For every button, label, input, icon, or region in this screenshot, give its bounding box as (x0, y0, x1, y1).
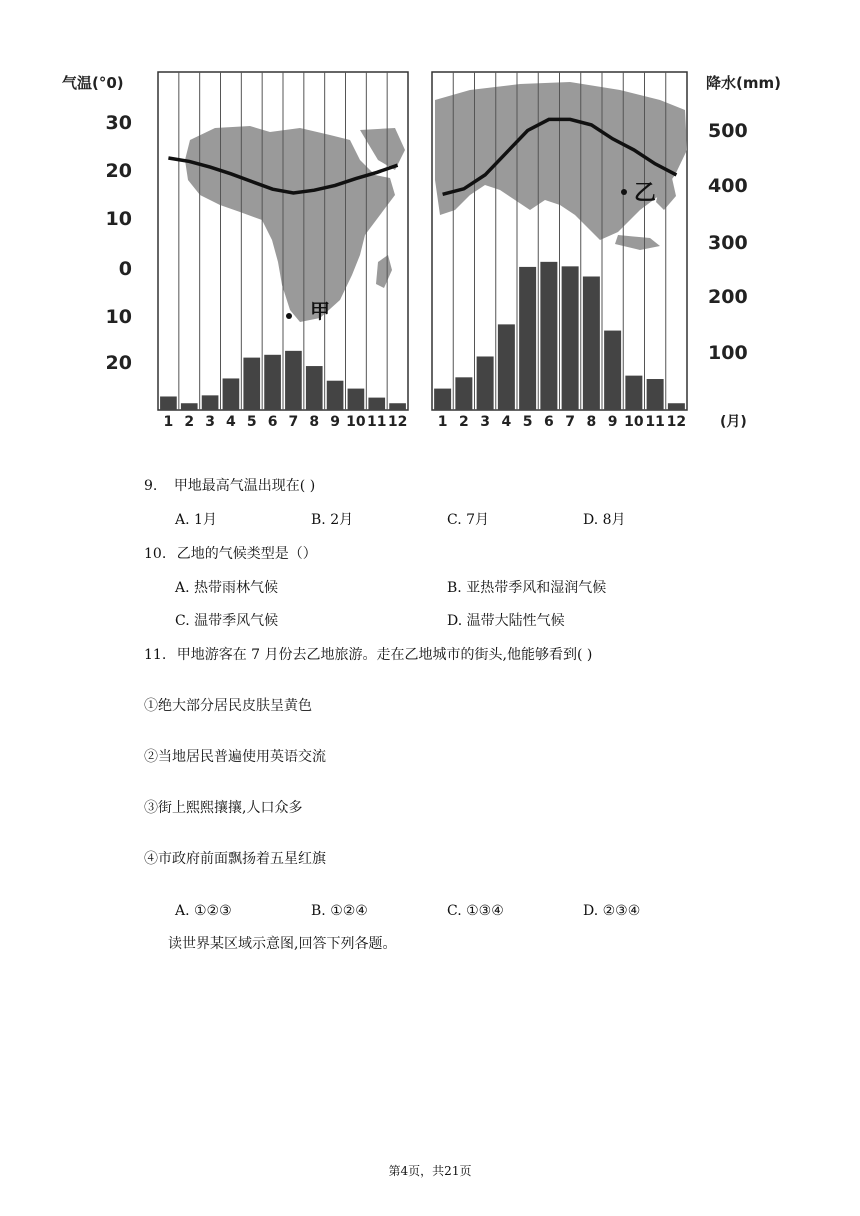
precipitation-bar (625, 376, 642, 410)
left-y-tick-label: 10 (105, 208, 132, 230)
right-y-tick-label: 100 (708, 342, 748, 364)
precipitation-bar (368, 398, 385, 410)
month-tick-label: 3 (480, 414, 490, 430)
point-jia-label: 甲 (310, 299, 330, 323)
month-tick-label: 9 (330, 414, 340, 430)
precipitation-bar (160, 396, 177, 410)
precipitation-bar (668, 403, 685, 410)
precipitation-bar (562, 266, 579, 410)
month-tick-label: 1 (163, 414, 174, 430)
question-11-text: 甲地游客在 7 月份去乙地旅游。走在乙地城市的街头,他能够看到( ) (176, 647, 593, 663)
left-y-tick-label: 20 (105, 352, 132, 374)
month-tick-label: 6 (267, 414, 278, 430)
precipitation-bar (519, 267, 536, 410)
q11-option-b: B. ①②④ (311, 903, 368, 919)
q11-option-d: D. ②③④ (583, 903, 641, 919)
month-tick-label: 12 (666, 414, 687, 430)
q10-option-a: A. 热带雨林气候 (175, 580, 279, 596)
precipitation-bar (348, 389, 365, 410)
precipitation-bar (477, 356, 494, 410)
precipitation-bar (327, 381, 344, 410)
right-axis-title: 降水(mm) (706, 74, 781, 92)
q10-option-c: C. 温带季风气候 (175, 613, 279, 629)
q11-statement-2: ②当地居民普遍使用英语交流 (144, 749, 326, 765)
q11-option-a: A. ①②③ (175, 903, 232, 919)
month-tick-label: 3 (205, 414, 215, 430)
q10-option-d: D. 温带大陆性气候 (447, 613, 565, 629)
right-y-tick-label: 300 (708, 232, 748, 254)
question-9-number: 9. (144, 478, 158, 494)
month-unit-label: (月) (720, 414, 747, 430)
left-y-tick-label: 0 (118, 258, 132, 280)
question-10 (144, 545, 317, 563)
page-footer: 第4页，共21页 (388, 1164, 472, 1178)
month-tick-label: 4 (226, 414, 236, 430)
precipitation-bar (583, 276, 600, 410)
precipitation-bar (223, 378, 240, 410)
left-y-tick-label: 10 (105, 306, 132, 328)
q11-statement-1: ①绝大部分居民皮肤呈黄色 (144, 698, 312, 714)
q11-statement-4: ④市政府前面飘扬着五星红旗 (144, 851, 326, 867)
month-tick-label: 6 (544, 414, 554, 430)
left-y-tick-label: 30 (105, 112, 132, 134)
month-tick-label: 10 (624, 414, 644, 430)
month-tick-label: 2 (459, 414, 469, 430)
month-tick-label: 2 (184, 414, 195, 430)
precipitation-bar (306, 366, 323, 410)
next-section-intro: 读世界某区域示意图,回答下列各题。 (168, 936, 397, 952)
month-tick-label: 10 (346, 414, 366, 430)
left-y-tick-label: 20 (105, 160, 132, 182)
month-tick-label: 11 (367, 414, 387, 430)
q9-option-a: A. 1月 (175, 512, 217, 528)
point-yi-marker (621, 189, 627, 195)
q11-statement-3: ③街上熙熙攘攘,人口众多 (144, 800, 303, 816)
month-tick-label: 9 (607, 414, 618, 430)
precipitation-bar (181, 403, 198, 410)
point-yi-label: 乙 (634, 181, 657, 206)
right-y-tick-label: 200 (708, 286, 748, 308)
month-tick-label: 4 (501, 414, 512, 430)
month-tick-label: 1 (437, 414, 448, 430)
question-9-text: 甲地最高气温出现在( ) (173, 478, 316, 494)
question-11 (144, 646, 592, 664)
climate-charts-figure (0, 0, 860, 440)
question-10-text: 乙地的气候类型是（） (176, 546, 317, 562)
question-11-number: 11. (144, 647, 167, 663)
month-tick-label: 7 (288, 414, 299, 430)
question-10-number: 10. (144, 546, 167, 562)
precipitation-bar (264, 355, 281, 410)
month-tick-label: 8 (586, 414, 597, 430)
precipitation-bar (389, 403, 406, 410)
precipitation-bar (285, 351, 302, 410)
month-tick-label: 8 (309, 414, 320, 430)
precipitation-bar (498, 324, 515, 410)
right-y-tick-label: 400 (708, 175, 748, 197)
q11-option-c: C. ①③④ (447, 903, 504, 919)
precipitation-bar (243, 358, 260, 410)
precipitation-bar (540, 262, 557, 410)
right-y-tick-label: 500 (708, 120, 748, 142)
month-tick-label: 11 (645, 414, 665, 430)
precipitation-bar (604, 331, 621, 410)
precipitation-bar (455, 377, 472, 410)
q10-option-b: B. 亚热带季风和湿润气候 (447, 580, 607, 596)
precipitation-bar (202, 395, 219, 410)
month-tick-label: 5 (522, 414, 533, 430)
q9-option-b: B. 2月 (311, 512, 354, 528)
question-9 (144, 477, 315, 495)
month-tick-label: 12 (387, 414, 408, 430)
q9-option-c: C. 7月 (447, 512, 490, 528)
precipitation-bar (434, 389, 451, 410)
month-tick-label: 7 (565, 414, 575, 430)
left-axis-title: 气温(°0) (62, 74, 124, 92)
q9-option-d: D. 8月 (583, 512, 626, 528)
precipitation-bar (647, 379, 664, 410)
point-jia-marker (286, 313, 292, 319)
month-tick-label: 5 (246, 414, 257, 430)
